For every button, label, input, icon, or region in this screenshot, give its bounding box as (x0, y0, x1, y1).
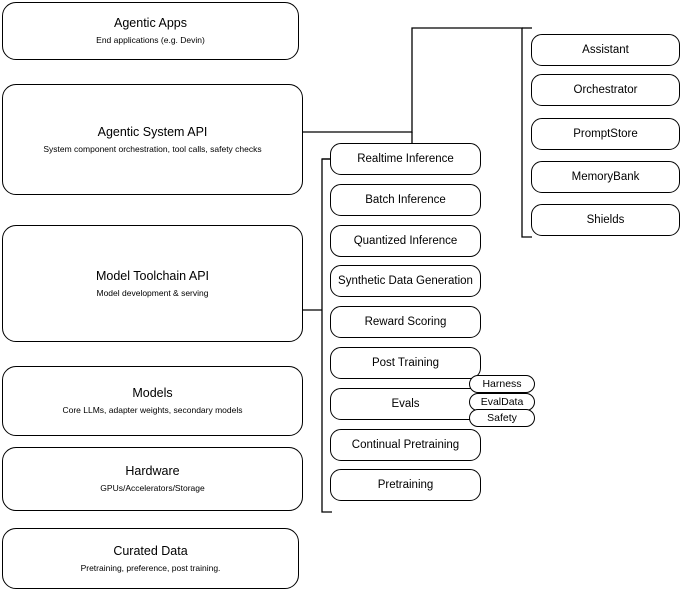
subcomponent-label: Harness (482, 378, 522, 390)
layer-hardware[interactable] (2, 447, 303, 511)
component-quantized-inference[interactable] (330, 225, 481, 257)
subcomponent-safety[interactable] (469, 409, 535, 427)
layer-title: Agentic System API (97, 124, 208, 139)
component-label: Continual Pretraining (351, 439, 460, 451)
component-label: Evals (391, 398, 420, 410)
layer-title: Agentic Apps (114, 16, 187, 30)
subcomponent-harness[interactable] (469, 375, 535, 393)
layer-subtitle: Core LLMs, adapter weights, secondary models (62, 405, 243, 415)
layer-title: Curated Data (113, 543, 188, 558)
layer-title: Hardware (125, 464, 180, 478)
component-label: Post Training (371, 357, 440, 369)
layer-models[interactable] (2, 366, 303, 436)
layer-agentic-system-api[interactable] (2, 84, 303, 195)
component-continual-pretraining[interactable] (330, 429, 481, 461)
component-promptstore[interactable] (531, 118, 680, 150)
layer-agentic-apps[interactable] (2, 2, 299, 60)
component-pretraining[interactable] (330, 469, 481, 501)
component-label: Orchestrator (573, 84, 638, 96)
component-realtime-inference[interactable] (330, 143, 481, 175)
component-synthetic-data-generation[interactable] (330, 265, 481, 297)
layer-subtitle: Model development & serving (96, 287, 209, 298)
component-reward-scoring[interactable] (330, 306, 481, 338)
layer-title: Models (132, 386, 173, 400)
layer-subtitle: GPUs/Accelerators/Storage (100, 483, 205, 493)
component-label: Synthetic Data Generation (338, 275, 473, 287)
component-label: Assistant (582, 44, 629, 56)
layer-subtitle: End applications (e.g. Devin) (96, 35, 205, 45)
component-orchestrator[interactable] (531, 74, 680, 106)
layer-title: Model Toolchain API (95, 268, 210, 283)
layer-subtitle: Pretraining, preference, post training. (80, 562, 221, 573)
component-label: Reward Scoring (364, 316, 447, 328)
component-label: PromptStore (573, 128, 638, 140)
subcomponent-label: Safety (487, 412, 517, 424)
component-memorybank[interactable] (531, 161, 680, 193)
component-label: MemoryBank (571, 171, 640, 183)
component-post-training[interactable] (330, 347, 481, 379)
subcomponent-label: EvalData (480, 396, 524, 408)
component-batch-inference[interactable] (330, 184, 481, 216)
component-label: Shields (586, 214, 625, 226)
component-label: Realtime Inference (357, 153, 454, 165)
component-label: Quantized Inference (353, 235, 458, 247)
component-label: Batch Inference (365, 194, 446, 206)
layer-model-toolchain-api[interactable] (2, 225, 303, 342)
layer-curated-data[interactable] (2, 528, 299, 589)
component-evals[interactable] (330, 388, 481, 420)
component-label: Pretraining (377, 479, 434, 491)
layer-subtitle: System component orchestration, tool calls, safety checks (43, 143, 262, 154)
component-shields[interactable] (531, 204, 680, 236)
component-assistant[interactable] (531, 34, 680, 66)
